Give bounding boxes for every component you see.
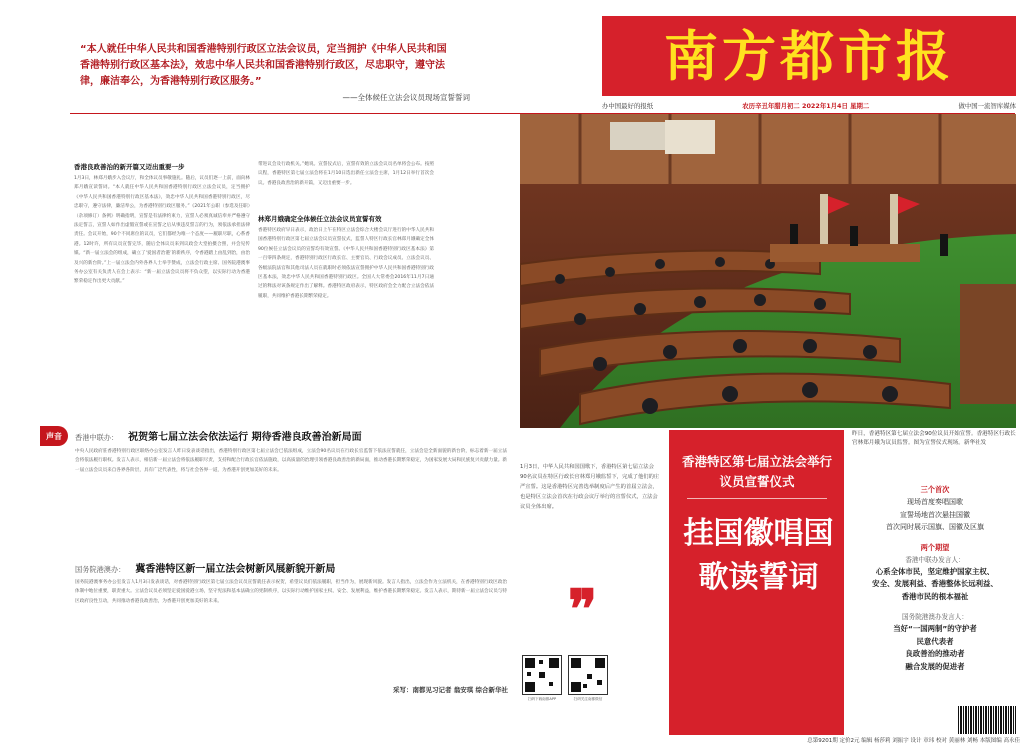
qr-label-app: 扫码下载南都APP [527, 697, 557, 701]
tagline: 做中国一流智库媒体 [958, 102, 1016, 110]
byline: 采写：南都见习记者 翁安琪 综合新华社 [392, 686, 508, 694]
headline-title-1: 祝贺第七届立法会依法运行 期待香港良政善治新局面 [128, 432, 362, 443]
speaker-label-1: 香港中联办发言人： [905, 555, 965, 564]
slogan: 办中国最好的报纸 [602, 102, 654, 110]
issue-date: 农历辛丑年腊月初二 2022年1月4日 星期二 [742, 102, 870, 110]
expectation-item: 安全、发展利益、香港整体长远利益、 [872, 579, 998, 588]
expectation-item: 良政善治的推动者 [905, 649, 965, 658]
key-points [852, 476, 1018, 673]
article-column-1: 1月3日，林郑月娥步入会议厅，和全体议员事敬施礼。随后，议员们逐一上前，面向林郑月娥宣读誓词。“本人就任中华人民共和国香港特别行政区立法会议员，定当拥护《中华人民共和国香港特别行政区基本法》，效忠中华人民共和国香港特别行政区，尽忠职守，遵守法律，廉洁奉公，为香港特别行政区服务。”《2021年公职（参选及任职）（杂项修订）条例》明确指明，宣誓是有法律约束力，宣誓人必须真诚信奉并严格遵守法定誓言，宣誓人如作出虚假宣誓或在宣誓之后从事违反誓言的行为，须依法承担法律责任。会议开始，90个不同席位的议员，它们都经为唯一个态度——履职尽职，心系香港。12时许，所有议员宣誓完毕，随后全体议员来到议政会大堂拍摄合照，并会见传媒。“新一届立法会的组成，确立了‘爱国者治港’的新秩序，令香港踏上由乱到治，由治及兴的新台阶。”上一届立法会内外各界人士举手赞成，立法会行政主席、国务院港澳事务办公室有关负责人在会上表示：“新一届立法会议员将不负众望，以实际行动为香港繁荣稳定作出更大贡献。” [74, 176, 250, 285]
barcode [958, 706, 1016, 734]
feature-box [669, 430, 844, 735]
expectation-item: 心系全体市民，坚定维护国家主权、 [875, 566, 995, 576]
section-title-2: 林郑月娥确定全体候任立法会议员宣誓有效 [258, 215, 382, 223]
key-heading-2: 两个期望 [920, 542, 950, 552]
headline-source-2: 国务院港澳办： [75, 565, 126, 574]
summary-text: 1月3日，中华人民共和国国歌下，香港特区第七届立法会90名议员在特区行政长官林郑月娥监誓下，完成了他们的庄严宣誓。这是香港特区完善选举制度后产生的首届立法会，也是特区立法会首次在行政会议厅举行的宣誓仪式，立法会议员全体出席。 [520, 464, 660, 510]
chamber-photo [520, 114, 1016, 428]
photo-caption: 昨日，香港特区第七届立法会90位议员开始宣誓。香港特区行政长官林郑月娥为议员监誓。图为宣誓仪式现场。新华社发 [852, 431, 1016, 446]
masthead-info [602, 101, 1016, 110]
voice-paragraph-2: 国务院港澳事务办公室发言人1月3日发表谈话，对香港特别行政区第七届立法会议员宣誓就任表示祝贺，希望议员们依法履职，担当作为，展现新风貌。发言人指出，立法会作为立法机关，在香港特别行政区政治体制中地位重要，职责重大。立法会议员必须坚定爱国爱港立场，坚守宪法和基本法确立的宪制秩序，以实际行动维护国家主权、安全、发展利益，维护香港长期繁荣稳定。发言人表示，期待新一届立法会议员与特区政府良性互动，共同推动香港良政善治，为香港开创更加美好的未来。 [75, 580, 507, 604]
article-column-2: 带进议会及行政机关。”她说。宣誓仪式后，宣誓有效的立法会议员名单将会公布。按照议程，香港特区第七届立法会将在1月10日选出新任立法会主席，1月12日举行首次会议。香港良政善治的新开篇，又迈出重要一步。 [258, 162, 434, 186]
key-item: 宣誓场地首次悬挂国徽 [900, 510, 970, 519]
key-heading-1: 三个首次 [920, 485, 950, 494]
key-item: 首次同时展示国旗、国徽及区旗 [886, 523, 984, 531]
feature-headline: 挂国徽唱国歌读誓词 [683, 516, 834, 595]
headline-title-2: 冀香港特区新一届立法会树新风展新貌开新局 [135, 564, 336, 575]
section-title-1: 香港良政善治的新开篇又迈出重要一步 [74, 163, 185, 171]
lead-quote: “本人就任中华人民共和国香港特别行政区立法会议员，定当拥护《中华人民共和国香港特别行政区基本法》，效忠中华人民共和国香港特别行政区，尽忠职守，遵守法律，廉洁奉公，为香港特别行政区服务。” [80, 44, 447, 87]
expectation-item: 香港市民的根本福祉 [901, 591, 969, 601]
voice-paragraph-1: 中央人民政府驻香港特别行政区联络办公室发言人昨日发表谈话指出，香港特别行政区第七届立法会已依法组成，立法会90名议员在行政长官监誓下依法宣誓就任，立法会是全新面貌的新台阶，标志着新一届立法会将依法履行职权。发言人表示，相信新一届立法会将依法履职尽责，支持和配合行政长官依法施政，以高质量的治理引领香港良政善治的新局面，推动香港长期繁荣稳定，为国家发展大局和民族复兴贡献力量。新一届立法会议员来自各界各阶层，具有广泛代表性，将与社会各界一道，为香港开创更加美好的未来。 [75, 449, 507, 473]
quote-mark-icon: ❞ [568, 577, 598, 641]
key-item: 现场首度奏唱国歌 [907, 498, 963, 506]
article-column-3: 香港特区政府早日表示，政治日上午在特区立法会综合大楼会议厅进行的中华人民共和国香港特别行政区第七届立法会议员宣誓仪式，监誓人特区行政长官林郑月娥确定全体90位候任立法会议员的宣誓均有效宣誓。《中华人民共和国香港特别行政区基本法》第一百零四条规定，香港特别行政区行政长官、主要官员、行政会议成员、立法会议员、各级法院法官和其他司法人员在就职时必须依法宣誓拥护中华人民共和国香港特别行政区基本法，效忠中华人民共和国香港特别行政区。全国人大常委会2016年11月7日通过的释法对该条规定作出了解释。香港特区政府表示，特区政府会全力配合立法会依法履职，共同维护香港长期繁荣稳定。 [258, 228, 434, 299]
chamber-illustration [520, 114, 1016, 428]
expectation-item: 当好“一国两制”的守护者 [893, 624, 977, 633]
headline-source-1: 香港中联办： [75, 433, 119, 442]
voice-headline-2 [75, 560, 335, 575]
speaker-label-2: 国务院港澳办发言人： [902, 613, 968, 621]
qr-code-app[interactable] [522, 655, 562, 695]
feature-subtitle: 香港特区第七届立法会举行议员宣誓仪式 [681, 454, 832, 489]
voice-headline-1 [75, 428, 362, 443]
feature-divider [687, 498, 827, 499]
newspaper-title: 南方都市报 [664, 24, 954, 88]
qr-label-wechat: 扫码关注南都微信 [573, 697, 603, 701]
expectation-item: 民意代表者 [916, 636, 954, 646]
footer-credits: 总第9201期 定价2元 编辑 杨莎莉 刘振宇 设计 章玮 校对 黄丽林 刘畅 本版图编 高永佳 [807, 738, 1020, 744]
voice-badge: 声音 [40, 426, 68, 446]
masthead [602, 16, 1016, 96]
quote-attribution: ——全体候任立法会议员现场宣誓誓词 [342, 93, 470, 102]
qr-code-wechat[interactable] [568, 655, 608, 695]
expectation-item: 融合发展的促进者 [905, 661, 965, 671]
